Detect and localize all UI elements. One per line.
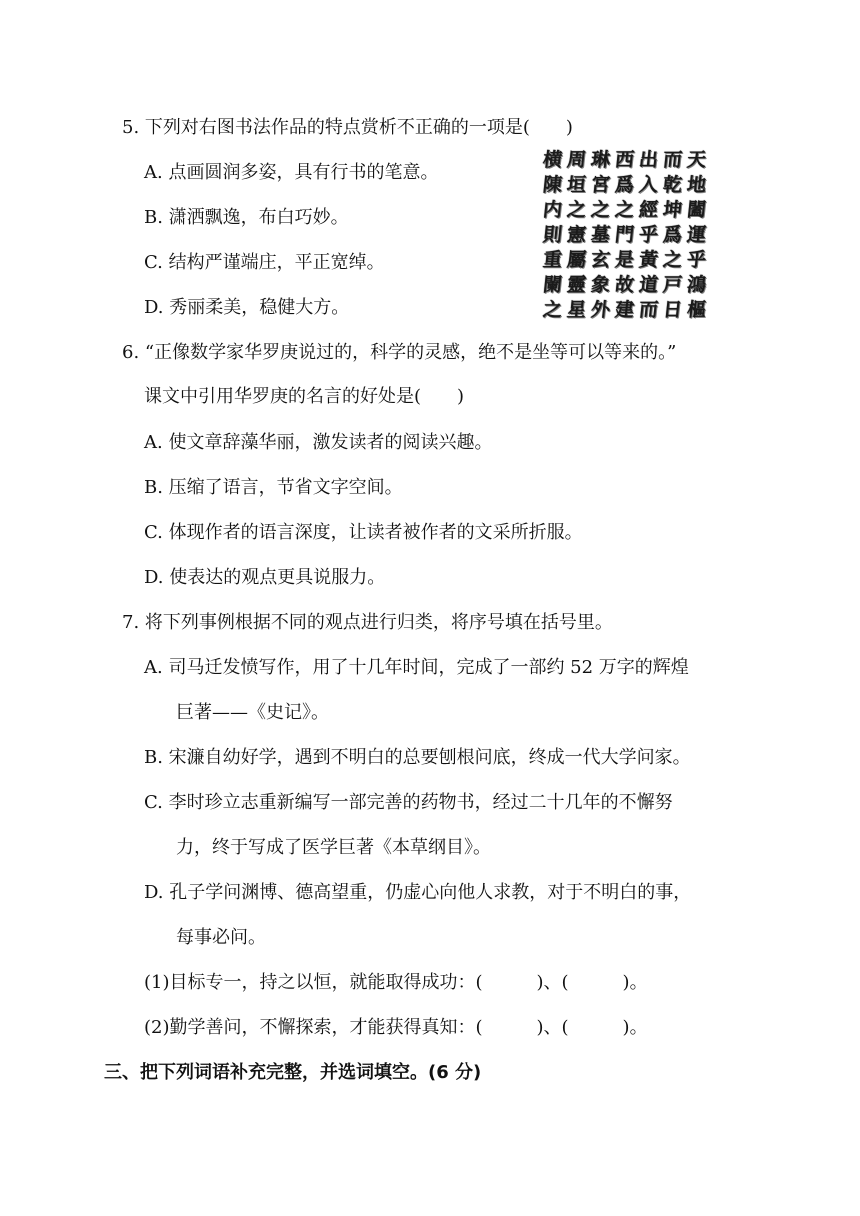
- calligraphy-char: 琳: [590, 149, 612, 171]
- calligraphy-char: 乾: [662, 174, 684, 196]
- calligraphy-char: 而: [662, 149, 684, 171]
- calligraphy-char: 入: [638, 174, 660, 196]
- calligraphy-char: 内: [542, 199, 564, 221]
- q7-option-d-line2: 每事必问。: [176, 927, 266, 948]
- calligraphy-char: 日: [662, 299, 684, 321]
- calligraphy-char: 之: [614, 199, 636, 221]
- calligraphy-char: 闔: [686, 199, 708, 221]
- calligraphy-char: 經: [638, 199, 660, 221]
- calligraphy-char: 出: [638, 149, 660, 171]
- calligraphy-char: 乎: [638, 224, 660, 246]
- calligraphy-char: 天: [686, 149, 708, 171]
- q5-option-a: A. 点画圆润多姿，具有行书的笔意。: [144, 162, 439, 183]
- calligraphy-char: 象: [590, 274, 612, 296]
- q7-option-a-line2: 巨著——《史记》。: [176, 702, 329, 723]
- q6-option-c: C. 体现作者的语言深度，让读者被作者的文采所折服。: [144, 522, 583, 543]
- calligraphy-char: 星: [566, 299, 588, 321]
- q7-option-a-line1: A. 司马迁发愤写作，用了十几年时间，完成了一部约 52 万字的辉煌: [144, 657, 689, 678]
- calligraphy-char: 坤: [662, 199, 684, 221]
- q6-stem-line2: 课文中引用华罗庚的名言的好处是( ): [144, 386, 465, 407]
- calligraphy-char: 闌: [542, 274, 564, 296]
- calligraphy-image: [538, 148, 708, 328]
- calligraphy-char: 西: [614, 149, 636, 171]
- q7-option-b: B. 宋濂自幼好学，遇到不明白的总要刨根问底，终成一代大学问家。: [144, 747, 691, 768]
- calligraphy-char: 爲: [614, 174, 636, 196]
- calligraphy-char: 戸: [662, 274, 684, 296]
- calligraphy-char: 運: [686, 224, 708, 246]
- calligraphy-char: 鴻: [686, 274, 708, 296]
- calligraphy-char: 周: [566, 149, 588, 171]
- calligraphy-char: 宮: [590, 174, 612, 196]
- calligraphy-char: 垣: [566, 174, 588, 196]
- q7-blank-2[interactable]: (2)勤学善问，不懈探索，才能获得真知：( )、( )。: [144, 1017, 648, 1038]
- calligraphy-char: 則: [542, 224, 564, 246]
- q5-stem: 5. 下列对右图书法作品的特点赏析不正确的一项是( ): [122, 117, 573, 138]
- calligraphy-char: 樞: [686, 299, 708, 321]
- q6-option-a: A. 使文章辞藻华丽，激发读者的阅读兴趣。: [144, 432, 493, 453]
- calligraphy-char: 道: [638, 274, 660, 296]
- q7-stem: 7. 将下列事例根据不同的观点进行归类，将序号填在括号里。: [122, 612, 613, 633]
- section-3-title: 三、把下列词语补充完整，并选词填空。(6 分): [104, 1062, 482, 1083]
- calligraphy-char: 横: [542, 149, 564, 171]
- calligraphy-column: [566, 148, 588, 323]
- calligraphy-char: 地: [686, 174, 708, 196]
- calligraphy-char: 乎: [686, 249, 708, 271]
- calligraphy-char: 是: [614, 249, 636, 271]
- q5-option-b: B. 潇洒飘逸，布白巧妙。: [144, 207, 349, 228]
- calligraphy-char: 之: [566, 199, 588, 221]
- calligraphy-column: [686, 148, 708, 323]
- q6-option-b: B. 压缩了语言，节省文字空间。: [144, 477, 403, 498]
- calligraphy-char: 黃: [638, 249, 660, 271]
- calligraphy-column: [542, 148, 564, 323]
- calligraphy-column: [614, 148, 636, 323]
- calligraphy-char: 門: [614, 224, 636, 246]
- calligraphy-char: 故: [614, 274, 636, 296]
- calligraphy-column: [590, 148, 612, 323]
- calligraphy-char: 憲: [566, 224, 588, 246]
- calligraphy-char: 墓: [590, 224, 612, 246]
- calligraphy-char: 重: [542, 249, 564, 271]
- calligraphy-char: 玄: [590, 249, 612, 271]
- calligraphy-char: 之: [542, 299, 564, 321]
- calligraphy-char: 爲: [662, 224, 684, 246]
- calligraphy-char: 陳: [542, 174, 564, 196]
- q6-stem-line1: 6. “正像数学家华罗庚说过的，科学的灵感，绝不是坐等可以等来的。”: [122, 342, 677, 363]
- q6-option-d: D. 使表达的观点更具说服力。: [144, 567, 386, 588]
- q7-blank-1[interactable]: (1)目标专一，持之以恒，就能取得成功：( )、( )。: [144, 972, 648, 993]
- calligraphy-column: [662, 148, 684, 323]
- calligraphy-char: 之: [590, 199, 612, 221]
- calligraphy-char: 之: [662, 249, 684, 271]
- q7-option-d-line1: D. 孔子学问渊博、德高望重，仍虚心向他人求教，对于不明白的事，: [144, 882, 692, 903]
- q7-option-c-line1: C. 李时珍立志重新编写一部完善的药物书，经过二十几年的不懈努: [144, 792, 673, 813]
- q5-option-c: C. 结构严谨端庄，平正宽绰。: [144, 252, 385, 273]
- calligraphy-char: 屬: [566, 249, 588, 271]
- calligraphy-char: 外: [590, 299, 612, 321]
- q5-option-d: D. 秀丽柔美，稳健大方。: [144, 297, 350, 318]
- calligraphy-column: [638, 148, 660, 323]
- calligraphy-char: 建: [614, 299, 636, 321]
- q7-option-c-line2: 力，终于写成了医学巨著《本草纲目》。: [176, 837, 491, 858]
- calligraphy-char: 靈: [566, 274, 588, 296]
- calligraphy-char: 而: [638, 299, 660, 321]
